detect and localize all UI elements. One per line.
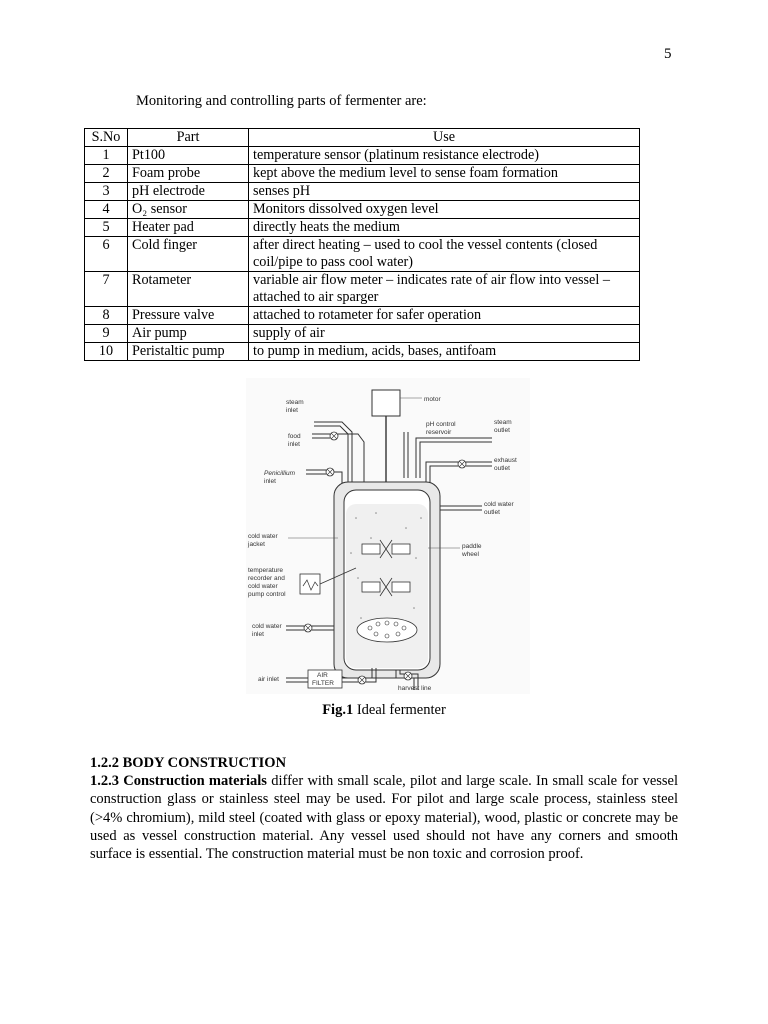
motor-shape: [372, 390, 400, 416]
caption-number: Fig.1: [322, 702, 354, 718]
section-paragraph: [90, 772, 678, 863]
cell-use: supply of air: [249, 325, 640, 343]
label-exhaust-outlet-2: outlet: [494, 465, 510, 472]
label-exhaust-outlet: exhaust: [494, 457, 517, 464]
header-sno: S.No: [85, 129, 128, 147]
header-use: Use: [249, 129, 640, 147]
cell-part: O₂ sensor: [128, 201, 249, 219]
parts-table: [84, 128, 640, 361]
cell-part: Pt100: [128, 147, 249, 165]
label-food-inlet-2: inlet: [288, 441, 300, 448]
label-penicillium-inlet-2: inlet: [264, 478, 276, 485]
label-steam-inlet-2: inlet: [286, 407, 298, 414]
section-heading: 1.2.2 BODY CONSTRUCTION: [90, 755, 287, 771]
table-row: [85, 219, 640, 237]
figure-caption: [0, 702, 768, 719]
label-ph-control: pH control: [426, 421, 456, 428]
cell-sno: 10: [85, 343, 128, 361]
cell-part: Rotameter: [128, 272, 249, 307]
cell-use: temperature sensor (platinum resistance electrode): [249, 147, 640, 165]
label-steam-outlet: steam: [494, 419, 512, 426]
cell-sno: 3: [85, 183, 128, 201]
table-row: [85, 272, 640, 307]
label-penicillium-inlet: Penicillium: [264, 470, 296, 477]
label-cold-water-inlet: cold water: [252, 623, 282, 630]
cell-use: to pump in medium, acids, bases, antifoam: [249, 343, 640, 361]
label-steam-outlet-2: outlet: [494, 427, 510, 434]
cell-sno: 5: [85, 219, 128, 237]
label-cold-water-outlet-2: outlet: [484, 509, 500, 516]
label-paddle-wheel: paddle: [462, 543, 482, 550]
cell-part: pH electrode: [128, 183, 249, 201]
label-cold-water-jacket: cold water: [248, 533, 278, 540]
cell-part: Cold finger: [128, 237, 249, 272]
table-row: [85, 343, 640, 361]
cell-sno: 1: [85, 147, 128, 165]
cell-part: Peristaltic pump: [128, 343, 249, 361]
table-row: [85, 237, 640, 272]
table-row: [85, 307, 640, 325]
label-steam-inlet: steam: [286, 399, 304, 406]
fermenter-diagram: [246, 378, 530, 694]
label-air-inlet: air inlet: [258, 676, 279, 683]
cell-sno: 4: [85, 201, 128, 219]
cell-sno: 8: [85, 307, 128, 325]
label-cold-water-inlet-2: inlet: [252, 631, 264, 638]
table-row: [85, 201, 640, 219]
cell-part: Heater pad: [128, 219, 249, 237]
caption-text: Ideal fermenter: [356, 702, 446, 718]
label-ph-reservoir: reservoir: [426, 429, 452, 436]
cell-use: after direct heating – used to cool the vessel contents (closed coil/pipe to pass cool water): [249, 237, 640, 272]
cell-sno: 2: [85, 165, 128, 183]
table-row: [85, 183, 640, 201]
cell-use: attached to rotameter for safer operation: [249, 307, 640, 325]
cell-part: Air pump: [128, 325, 249, 343]
fermenter-figure: [246, 378, 530, 694]
header-part: Part: [128, 129, 249, 147]
label-paddle-wheel-2: wheel: [462, 551, 479, 558]
temperature-recorder-box: [300, 574, 320, 594]
table-row: [85, 325, 640, 343]
cell-use: Monitors dissolved oxygen level: [249, 201, 640, 219]
label-air-filter-2: FILTER: [312, 680, 334, 687]
cell-sno: 6: [85, 237, 128, 272]
cell-use: directly heats the medium: [249, 219, 640, 237]
label-motor: motor: [424, 396, 441, 403]
table-row: [85, 165, 640, 183]
table-row: [85, 147, 640, 165]
cell-use: kept above the medium level to sense foam formation: [249, 165, 640, 183]
label-food-inlet: food: [288, 433, 301, 440]
section-body: differ with small scale, pilot and large scale. In small scale for vessel construction glass or stainless steel may be used. For pilot and large scale process, stainless steel (>4% chromium), mild steel (coated with glass or epoxy material), wood, plastic or concrete may be used as vessel construction material. Any vessel used should not have any corners and smooth surface is essential. The construction material must be non toxic and corrosion proof.: [90, 773, 679, 863]
label-cold-water-outlet: cold water: [484, 501, 514, 508]
label-air-filter: AIR: [317, 672, 328, 679]
cell-sno: 9: [85, 325, 128, 343]
label-temp-recorder-4: pump control: [248, 591, 286, 598]
table-header-row: [85, 129, 640, 147]
label-harvest-line: harvest line: [398, 685, 432, 692]
cell-use: senses pH: [249, 183, 640, 201]
body-construction-section: [90, 754, 678, 863]
page-number: 5: [664, 46, 672, 62]
cell-part: Pressure valve: [128, 307, 249, 325]
cell-use: variable air flow meter – indicates rate of air flow into vessel – attached to air sparger: [249, 272, 640, 307]
cell-part: Foam probe: [128, 165, 249, 183]
intro-text: Monitoring and controlling parts of fermenter are:: [136, 93, 427, 109]
label-temp-recorder: temperature: [248, 567, 284, 574]
label-cold-water-jacket-2: jacket: [248, 541, 265, 548]
air-sparger: [357, 618, 417, 642]
sub-heading: 1.2.3 Construction materials: [90, 773, 267, 790]
label-temp-recorder-3: cold water: [248, 583, 278, 590]
label-temp-recorder-2: recorder and: [248, 575, 285, 582]
cell-sno: 7: [85, 272, 128, 307]
